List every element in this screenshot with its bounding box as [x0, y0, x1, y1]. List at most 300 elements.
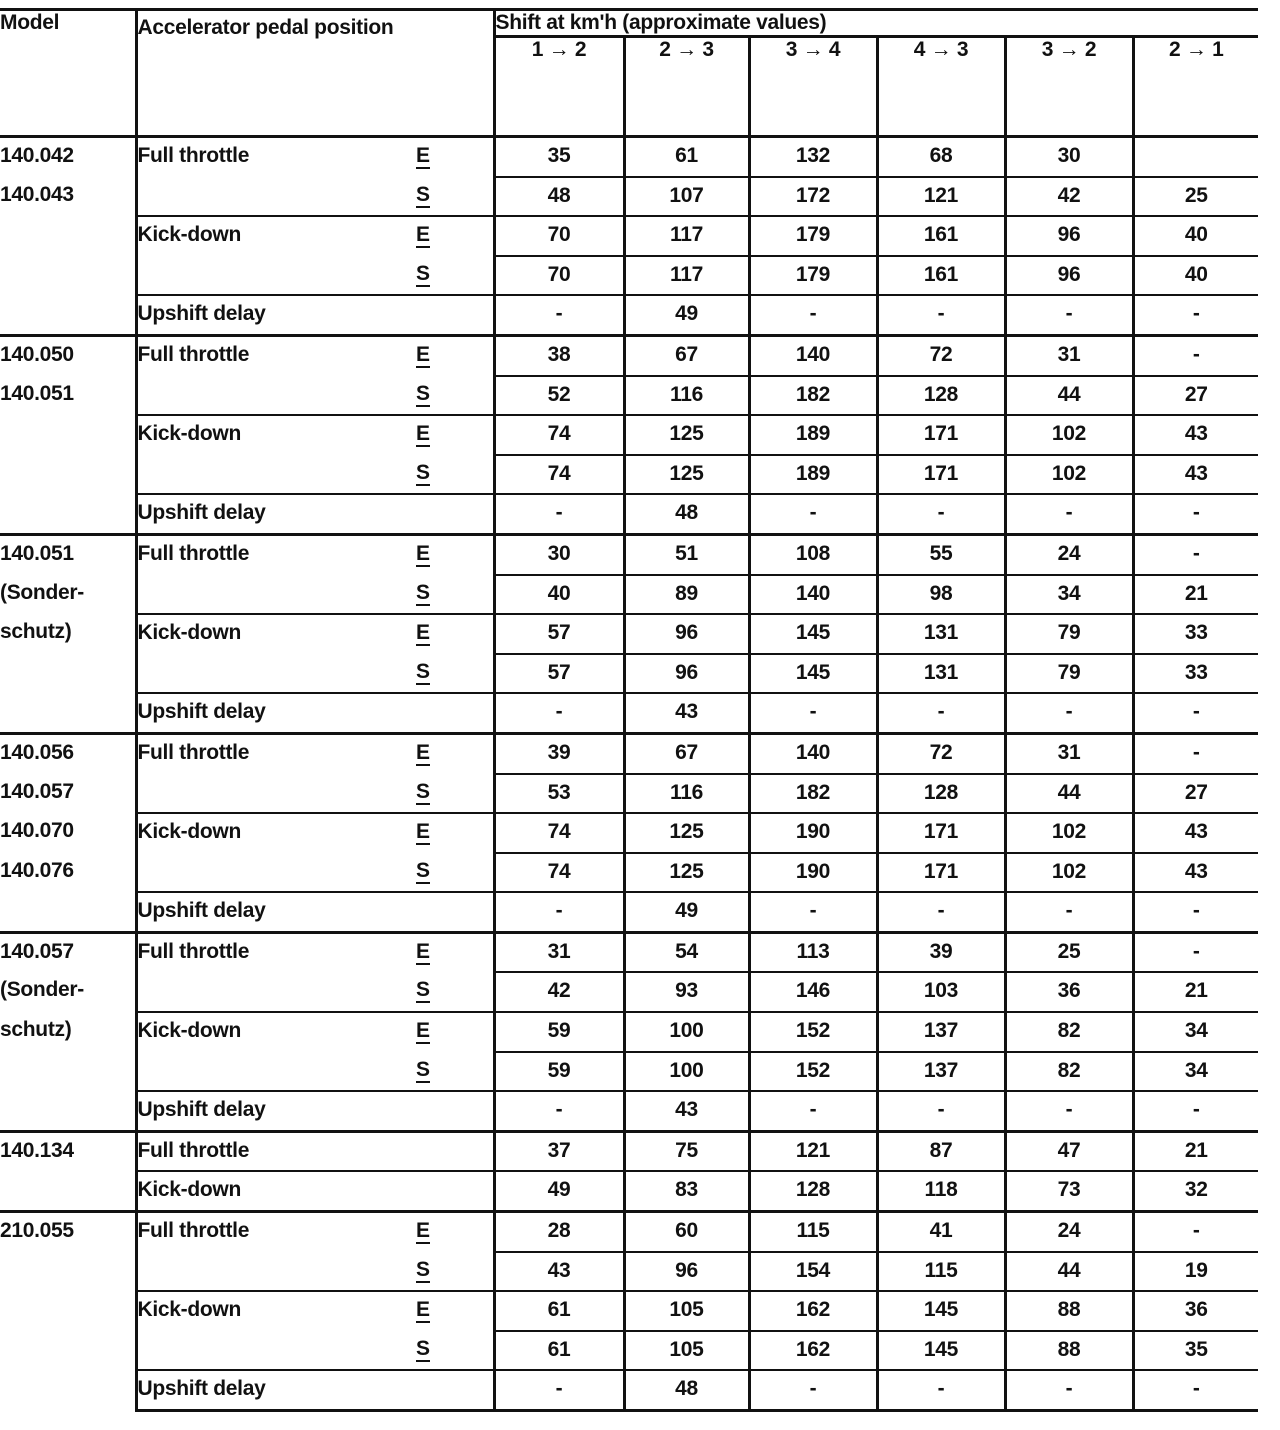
speed-value-cell: 49 — [494, 1171, 624, 1211]
speed-value-cell: 57 — [494, 654, 624, 694]
pedal-position-cell: Kick-down — [136, 1012, 416, 1052]
table-row — [0, 693, 1258, 733]
speed-value-cell: 68 — [877, 137, 1005, 177]
table-row — [0, 1370, 1258, 1410]
speed-value-cell: 61 — [494, 1291, 624, 1331]
model-cell: 140.043 — [0, 182, 74, 206]
model-cell — [0, 1252, 136, 1292]
model-cell — [0, 415, 136, 455]
speed-value-cell: 171 — [877, 415, 1005, 455]
program-mode-cell — [416, 892, 494, 932]
speed-value-cell: 25 — [1005, 932, 1133, 972]
speed-value-cell: - — [494, 494, 624, 534]
program-mode-cell — [416, 1091, 494, 1131]
speed-value-cell: 172 — [749, 177, 877, 217]
speed-value-cell: - — [877, 892, 1005, 932]
speed-value-cell: 59 — [494, 1012, 624, 1052]
speed-value-cell: 121 — [877, 177, 1005, 217]
speed-value-cell: 21 — [1133, 575, 1258, 615]
speed-value-cell: - — [494, 295, 624, 335]
speed-value-cell: 27 — [1133, 774, 1258, 814]
speed-value-cell: 39 — [494, 733, 624, 773]
pedal-position-cell: Kick-down — [136, 1171, 416, 1211]
speed-value-cell: 60 — [624, 1212, 749, 1252]
program-mode-cell — [416, 575, 494, 615]
speed-value-cell: - — [1005, 693, 1133, 733]
model-cell — [0, 693, 136, 733]
table-row — [0, 1291, 1258, 1331]
speed-value-cell: 171 — [877, 853, 1005, 893]
speed-value-cell: 89 — [624, 575, 749, 615]
program-mode-cell — [416, 733, 494, 773]
program-mode-cell — [416, 1331, 494, 1371]
speed-value-cell: 96 — [1005, 216, 1133, 256]
header-pedal-position: Accelerator pedal position — [136, 10, 494, 137]
speed-value-cell: - — [1133, 932, 1258, 972]
model-cell: 140.056 — [0, 733, 136, 773]
speed-value-cell: 34 — [1133, 1052, 1258, 1092]
speed-value-cell: 107 — [624, 177, 749, 217]
table-row — [0, 256, 1258, 296]
speed-value-cell: 152 — [749, 1052, 877, 1092]
speed-value-cell: 171 — [877, 813, 1005, 853]
table-row — [0, 1052, 1258, 1092]
pedal-position-cell: Full throttle — [136, 137, 416, 177]
speed-value-cell: 72 — [877, 335, 1005, 375]
speed-value-cell: 40 — [1133, 256, 1258, 296]
speed-value-cell: 74 — [494, 455, 624, 495]
speed-value-cell: 145 — [749, 654, 877, 694]
model-cell: schutz) — [0, 620, 72, 644]
speed-value-cell: 182 — [749, 376, 877, 416]
speed-value-cell: 96 — [624, 1252, 749, 1292]
speed-value-cell: 21 — [1133, 972, 1258, 1012]
program-mode-label: E — [416, 223, 430, 247]
speed-value-cell: 190 — [749, 853, 877, 893]
speed-value-cell: 96 — [624, 614, 749, 654]
speed-value-cell: - — [749, 892, 877, 932]
speed-value-cell: 131 — [877, 614, 1005, 654]
pedal-position-cell: Full throttle — [136, 733, 416, 773]
model-cell — [0, 256, 136, 296]
pedal-position-cell: Full throttle — [136, 1131, 416, 1171]
model-cell: 140.076 — [0, 858, 74, 882]
speed-value-cell: 115 — [877, 1252, 1005, 1292]
table-row — [0, 654, 1258, 694]
speed-value-cell: 162 — [749, 1291, 877, 1331]
pedal-position-cell: Kick-down — [136, 1291, 416, 1331]
program-mode-cell — [416, 137, 494, 177]
pedal-position-cell: Upshift delay — [136, 892, 416, 932]
speed-value-cell: 125 — [624, 415, 749, 455]
table-row — [0, 216, 1258, 256]
table-row — [0, 1012, 1258, 1052]
program-mode-label: E — [416, 1219, 430, 1243]
program-mode-cell — [416, 335, 494, 375]
program-mode-label: E — [416, 621, 430, 645]
program-mode-label: S — [416, 460, 430, 484]
program-mode-label: S — [416, 381, 430, 405]
table-row — [0, 376, 1258, 416]
speed-value-cell: 79 — [1005, 614, 1133, 654]
speed-value-cell: - — [1005, 295, 1133, 335]
speed-value-cell: 140 — [749, 575, 877, 615]
program-mode-label: S — [416, 1057, 430, 1081]
speed-value-cell: 74 — [494, 813, 624, 853]
pedal-position-cell: Kick-down — [136, 614, 416, 654]
speed-value-cell: 24 — [1005, 1212, 1133, 1252]
model-cell — [0, 892, 136, 932]
speed-value-cell: 116 — [624, 376, 749, 416]
table-row — [0, 137, 1258, 177]
program-mode-cell — [416, 1131, 494, 1171]
pedal-position-cell — [136, 1052, 416, 1092]
program-mode-cell — [416, 494, 494, 534]
model-cell — [0, 1171, 136, 1211]
speed-value-cell: 102 — [1005, 455, 1133, 495]
speed-value-cell: 93 — [624, 972, 749, 1012]
speed-value-cell: 49 — [624, 892, 749, 932]
speed-value-cell: 154 — [749, 1252, 877, 1292]
program-mode-cell — [416, 1252, 494, 1292]
speed-value-cell: - — [749, 295, 877, 335]
pedal-position-cell — [136, 256, 416, 296]
speed-value-cell: 42 — [494, 972, 624, 1012]
model-cell — [0, 216, 136, 256]
table-body — [0, 137, 1258, 1411]
pedal-position-cell — [136, 972, 416, 1012]
speed-value-cell: - — [877, 494, 1005, 534]
header-shift-0: 1 → 2 — [494, 37, 624, 137]
table-row — [0, 733, 1258, 773]
speed-value-cell: 140 — [749, 335, 877, 375]
speed-value-cell: 171 — [877, 455, 1005, 495]
program-mode-label: S — [416, 978, 430, 1002]
header-shift-2: 3 → 4 — [749, 37, 877, 137]
program-mode-cell — [416, 415, 494, 455]
speed-value-cell: - — [877, 693, 1005, 733]
speed-value-cell: 31 — [1005, 335, 1133, 375]
speed-value-cell: 34 — [1005, 575, 1133, 615]
program-mode-label: S — [416, 779, 430, 803]
speed-value-cell: 161 — [877, 256, 1005, 296]
speed-value-cell: 145 — [749, 614, 877, 654]
pedal-position-cell: Kick-down — [136, 216, 416, 256]
program-mode-cell — [416, 1171, 494, 1211]
speed-value-cell: 40 — [494, 575, 624, 615]
speed-value-cell: - — [494, 1370, 624, 1410]
speed-value-cell: 82 — [1005, 1052, 1133, 1092]
speed-value-cell: 179 — [749, 256, 877, 296]
speed-value-cell: - — [494, 693, 624, 733]
header-shift-5: 2 → 1 — [1133, 37, 1258, 137]
program-mode-label: E — [416, 144, 430, 167]
speed-value-cell: 42 — [1005, 177, 1133, 217]
program-mode-label: E — [416, 342, 430, 366]
speed-value-cell: 57 — [494, 614, 624, 654]
speed-value-cell — [1133, 137, 1258, 177]
speed-value-cell: 145 — [877, 1331, 1005, 1371]
speed-value-cell: 72 — [877, 733, 1005, 773]
speed-value-cell: 33 — [1133, 654, 1258, 694]
pedal-position-cell — [136, 455, 416, 495]
pedal-position-cell — [136, 654, 416, 694]
table-row — [0, 295, 1258, 335]
speed-value-cell: 102 — [1005, 853, 1133, 893]
speed-value-cell: - — [877, 1091, 1005, 1131]
program-mode-cell — [416, 1291, 494, 1331]
speed-value-cell: 82 — [1005, 1012, 1133, 1052]
speed-value-cell: 182 — [749, 774, 877, 814]
model-cell — [0, 455, 136, 495]
speed-value-cell: 145 — [877, 1291, 1005, 1331]
model-cell — [0, 1370, 136, 1410]
speed-value-cell: 43 — [1133, 455, 1258, 495]
speed-value-cell: 34 — [1133, 1012, 1258, 1052]
model-cell: 210.055 — [0, 1212, 136, 1252]
speed-value-cell: 24 — [1005, 534, 1133, 574]
model-cell — [0, 654, 136, 694]
speed-value-cell: 37 — [494, 1131, 624, 1171]
program-mode-label: E — [416, 1298, 430, 1322]
speed-value-cell: 125 — [624, 455, 749, 495]
speed-value-cell: 67 — [624, 733, 749, 773]
model-cell — [0, 494, 136, 534]
speed-value-cell: 189 — [749, 455, 877, 495]
speed-value-cell: 128 — [749, 1171, 877, 1211]
model-cell: 140.051 — [0, 381, 74, 405]
speed-value-cell: 70 — [494, 216, 624, 256]
speed-value-cell: 179 — [749, 216, 877, 256]
speed-value-cell: 115 — [749, 1212, 877, 1252]
speed-value-cell: 152 — [749, 1012, 877, 1052]
speed-value-cell: 48 — [624, 1370, 749, 1410]
speed-value-cell: 52 — [494, 376, 624, 416]
program-mode-cell — [416, 1052, 494, 1092]
speed-value-cell: 100 — [624, 1052, 749, 1092]
speed-value-cell: 73 — [1005, 1171, 1133, 1211]
program-mode-cell — [416, 256, 494, 296]
speed-value-cell: 88 — [1005, 1331, 1133, 1371]
program-mode-label: S — [416, 182, 430, 206]
speed-value-cell: 30 — [1005, 137, 1133, 177]
pedal-position-cell: Full throttle — [136, 932, 416, 972]
table-row — [0, 534, 1258, 574]
speed-value-cell: 43 — [1133, 853, 1258, 893]
pedal-position-cell — [136, 774, 416, 814]
header-shift-1: 2 → 3 — [624, 37, 749, 137]
pedal-position-cell — [136, 376, 416, 416]
model-cell: 140.134 — [0, 1131, 136, 1171]
program-mode-cell — [416, 376, 494, 416]
program-mode-label: S — [416, 659, 430, 683]
speed-value-cell: 74 — [494, 853, 624, 893]
table-row — [0, 1171, 1258, 1211]
table-row — [0, 1131, 1258, 1171]
speed-value-cell: - — [1133, 693, 1258, 733]
speed-value-cell: 28 — [494, 1212, 624, 1252]
speed-value-cell: 36 — [1005, 972, 1133, 1012]
table-row — [0, 455, 1258, 495]
pedal-position-cell: Upshift delay — [136, 494, 416, 534]
speed-value-cell: 117 — [624, 256, 749, 296]
speed-value-cell: 88 — [1005, 1291, 1133, 1331]
speed-value-cell: 35 — [494, 137, 624, 177]
speed-value-cell: 36 — [1133, 1291, 1258, 1331]
speed-value-cell: 35 — [1133, 1331, 1258, 1371]
speed-value-cell: 125 — [624, 853, 749, 893]
speed-value-cell: 190 — [749, 813, 877, 853]
table-row — [0, 932, 1258, 972]
table-row — [0, 177, 1258, 217]
speed-value-cell: 98 — [877, 575, 1005, 615]
speed-value-cell: 105 — [624, 1291, 749, 1331]
speed-value-cell: 102 — [1005, 813, 1133, 853]
speed-value-cell: 25 — [1133, 177, 1258, 217]
speed-value-cell: 43 — [624, 693, 749, 733]
program-mode-cell — [416, 774, 494, 814]
pedal-position-cell: Upshift delay — [136, 1370, 416, 1410]
speed-value-cell: - — [749, 494, 877, 534]
program-mode-label: S — [416, 1336, 430, 1360]
pedal-position-cell: Upshift delay — [136, 693, 416, 733]
speed-value-cell: 103 — [877, 972, 1005, 1012]
speed-value-cell: 48 — [624, 494, 749, 534]
speed-value-cell: 21 — [1133, 1131, 1258, 1171]
speed-value-cell: 19 — [1133, 1252, 1258, 1292]
table-row — [0, 774, 1258, 814]
speed-value-cell: 43 — [1133, 415, 1258, 455]
program-mode-cell — [416, 853, 494, 893]
table-row — [0, 1252, 1258, 1292]
speed-value-cell: - — [1133, 733, 1258, 773]
speed-value-cell: 137 — [877, 1052, 1005, 1092]
model-cell: 140.070 — [0, 819, 74, 843]
speed-value-cell: - — [1133, 494, 1258, 534]
pedal-position-cell: Upshift delay — [136, 295, 416, 335]
speed-value-cell: 102 — [1005, 415, 1133, 455]
table-row — [0, 1331, 1258, 1371]
program-mode-label: E — [416, 541, 430, 565]
speed-value-cell: 117 — [624, 216, 749, 256]
table-row — [0, 972, 1258, 1012]
pedal-position-cell: Full throttle — [136, 534, 416, 574]
speed-value-cell: 33 — [1133, 614, 1258, 654]
program-mode-cell — [416, 177, 494, 217]
speed-value-cell: - — [1133, 892, 1258, 932]
speed-value-cell: 40 — [1133, 216, 1258, 256]
speed-value-cell: - — [1005, 1370, 1133, 1410]
speed-value-cell: 75 — [624, 1131, 749, 1171]
header-shift-3: 4 → 3 — [877, 37, 1005, 137]
table-row — [0, 853, 1258, 893]
speed-value-cell: 53 — [494, 774, 624, 814]
speed-value-cell: 61 — [624, 137, 749, 177]
speed-value-cell: 121 — [749, 1131, 877, 1171]
speed-value-cell: 118 — [877, 1171, 1005, 1211]
program-mode-label: E — [416, 820, 430, 844]
pedal-position-cell — [136, 1252, 416, 1292]
pedal-position-cell: Kick-down — [136, 813, 416, 853]
speed-value-cell: - — [877, 295, 1005, 335]
model-cell — [0, 1052, 136, 1092]
pedal-position-cell — [136, 575, 416, 615]
speed-value-cell: - — [1005, 892, 1133, 932]
model-cell — [0, 295, 136, 335]
speed-value-cell: 128 — [877, 376, 1005, 416]
speed-value-cell: 39 — [877, 932, 1005, 972]
program-mode-label: S — [416, 580, 430, 604]
speed-value-cell: 41 — [877, 1212, 1005, 1252]
speed-value-cell: 48 — [494, 177, 624, 217]
model-cell — [0, 1091, 136, 1131]
speed-value-cell: - — [877, 1370, 1005, 1410]
header-shift-4: 3 → 2 — [1005, 37, 1133, 137]
speed-value-cell: 51 — [624, 534, 749, 574]
speed-value-cell: 32 — [1133, 1171, 1258, 1211]
speed-value-cell: 31 — [1005, 733, 1133, 773]
speed-value-cell: 44 — [1005, 774, 1133, 814]
model-cell — [0, 1291, 136, 1331]
program-mode-label: E — [416, 1019, 430, 1043]
speed-value-cell: - — [1133, 295, 1258, 335]
pedal-position-cell: Full throttle — [136, 335, 416, 375]
speed-value-cell: 38 — [494, 335, 624, 375]
table-row — [0, 1212, 1258, 1252]
program-mode-label: S — [416, 858, 430, 882]
model-cell: 140.057 — [0, 932, 136, 972]
pedal-position-cell — [136, 853, 416, 893]
program-mode-cell — [416, 813, 494, 853]
pedal-position-cell: Full throttle — [136, 1212, 416, 1252]
speed-value-cell: 96 — [1005, 256, 1133, 296]
speed-value-cell: - — [494, 892, 624, 932]
speed-value-cell: 67 — [624, 335, 749, 375]
speed-value-cell: - — [749, 1091, 877, 1131]
speed-value-cell: 162 — [749, 1331, 877, 1371]
speed-value-cell: 27 — [1133, 376, 1258, 416]
speed-value-cell: 74 — [494, 415, 624, 455]
table-row — [0, 335, 1258, 375]
speed-value-cell: 137 — [877, 1012, 1005, 1052]
speed-value-cell: - — [1005, 1091, 1133, 1131]
program-mode-cell — [416, 1012, 494, 1052]
model-cell: 140.042 — [0, 137, 136, 177]
table-row — [0, 892, 1258, 932]
header-model: Model — [0, 10, 136, 137]
program-mode-cell — [416, 295, 494, 335]
speed-value-cell: 79 — [1005, 654, 1133, 694]
program-mode-cell — [416, 216, 494, 256]
model-cell: 140.051 — [0, 534, 136, 574]
speed-value-cell: 125 — [624, 813, 749, 853]
pedal-position-cell: Kick-down — [136, 415, 416, 455]
speed-value-cell: - — [749, 693, 877, 733]
program-mode-cell — [416, 1212, 494, 1252]
program-mode-cell — [416, 455, 494, 495]
table-row — [0, 494, 1258, 534]
speed-value-cell: 49 — [624, 295, 749, 335]
program-mode-cell — [416, 654, 494, 694]
speed-value-cell: - — [1133, 1370, 1258, 1410]
speed-value-cell: - — [1133, 335, 1258, 375]
program-mode-cell — [416, 1370, 494, 1410]
program-mode-label: S — [416, 1257, 430, 1281]
speed-value-cell: 59 — [494, 1052, 624, 1092]
program-mode-cell — [416, 534, 494, 574]
program-mode-label: E — [416, 422, 430, 446]
speed-value-cell: 189 — [749, 415, 877, 455]
